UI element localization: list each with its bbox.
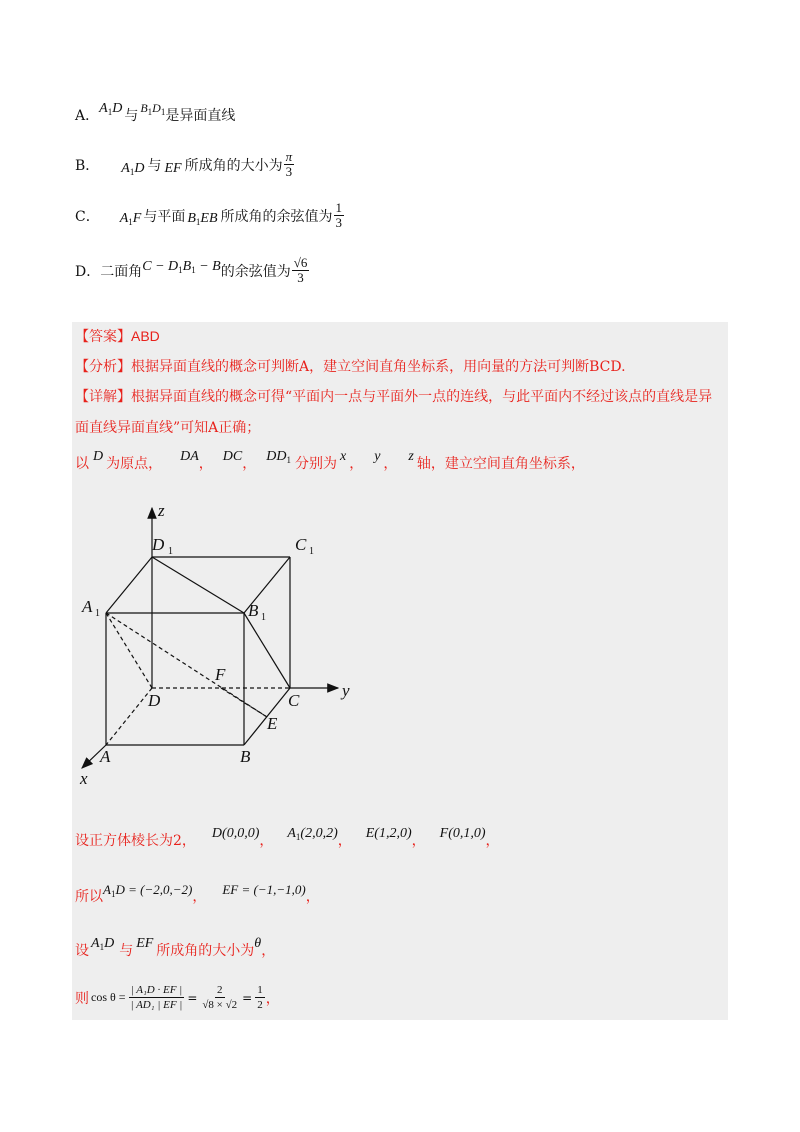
step-4-text: 则 [75, 990, 89, 1007]
comma: ， [259, 833, 274, 849]
comma: ， [198, 456, 213, 472]
point-a1: $A_1(2,0,2)$ [287, 826, 338, 842]
fraction-sqrt6-3: $\frac{√6}{3}$ [293, 255, 308, 285]
label-e: E [267, 714, 278, 733]
detail-line-3 [75, 449, 585, 473]
math-dihedral: $C - D_1B_1 - B$ [142, 258, 221, 275]
math-da: DA [180, 449, 199, 464]
answer-line [75, 326, 160, 346]
detail-line-2 [75, 417, 260, 437]
comma: ， [349, 456, 364, 472]
analysis-line [75, 356, 626, 376]
comma: ， [411, 833, 426, 849]
comma: ， [383, 456, 398, 472]
step-2-text: 所以 [75, 889, 103, 905]
option-d-text2: 的余弦值为 [220, 263, 291, 280]
math-theta: θ [254, 936, 262, 951]
segment-d1b1 [152, 557, 244, 613]
fraction-2-root: $\frac{2}{√8 \times √2}$ [202, 984, 238, 1011]
vector-ef: EF = (−1,−1,0) [222, 882, 306, 897]
math-y: y [374, 449, 381, 464]
option-d-label: D． [75, 263, 101, 280]
step-2 [75, 881, 320, 906]
comma: ， [305, 889, 320, 905]
detail-text-3b: 为原点， [106, 456, 163, 472]
math-dd1: $DD_1$ [266, 449, 291, 465]
comma: ， [261, 943, 276, 959]
option-d [75, 256, 310, 285]
svg-text:1: 1 [309, 546, 314, 557]
label-x: x [80, 769, 88, 788]
svg-text:1: 1 [95, 608, 100, 619]
step-4: 则 cos θ = $\frac{\text{| A₁D · EF |}}{\text{| AD₁ | EF |}}$ = $\frac{2}{√8 \times √2}$ = $\frac{1}{2}$ ， [75, 984, 280, 1011]
svg-text:1: 1 [261, 612, 266, 623]
label-f: F [215, 665, 226, 684]
math-a1d: $A_1D$ [91, 936, 115, 952]
comma: ， [242, 456, 257, 472]
math-ef: EF [136, 936, 154, 951]
segment-a1e [106, 613, 267, 717]
math-a1d: $A_1D$ [99, 101, 123, 117]
math-a1f: $A_1F$ [119, 210, 142, 227]
analysis-text: 根据异面直线的概念可判断A，建立空间直角坐标系，用向量的方法可判断BCD. [131, 359, 626, 375]
label-d1: D [152, 535, 165, 554]
segment-b1c [244, 613, 290, 688]
math-z: z [408, 449, 414, 464]
segment-a1d [106, 613, 152, 688]
fraction-1-2: $\frac{1}{2}$ [257, 984, 263, 1011]
math-x: x [339, 449, 347, 464]
option-c [75, 201, 345, 230]
detail-tag: 【详解】 [75, 389, 131, 405]
answer-tag: 【答案】 [75, 329, 131, 345]
option-b-label: B． [75, 157, 100, 174]
label-y: y [342, 681, 350, 700]
step-3-text-c: 所成角的大小为 [156, 943, 255, 959]
option-c-text1: 与平面 [143, 208, 186, 225]
svg-text:1: 1 [168, 546, 173, 557]
detail-text-1: 根据异面直线的概念可得“平面内一点与平面外一点的连线，与此平面内不经过该点的直线是异 [131, 389, 713, 405]
comma: ， [265, 990, 280, 1007]
step-3 [75, 936, 276, 960]
math-b1eb: $B_1EB$ [187, 210, 218, 227]
vector-a1d: $A_1D = (-2,0,-2)$ [103, 881, 193, 899]
label-b1: B [248, 601, 259, 620]
option-b [75, 150, 295, 179]
option-d-text1: 二面角 [100, 263, 143, 280]
step-3-text-b: 与 [119, 943, 134, 959]
math-a1d: $A_1D$ [121, 160, 145, 177]
option-a-text1: 与 [124, 108, 139, 124]
comma: ， [192, 889, 207, 905]
option-a [75, 101, 236, 125]
cube-diagram [70, 500, 370, 790]
step-3-text-a: 设 [75, 943, 89, 959]
detail-text-2: 面直线异面直线”可知A正确； [75, 420, 261, 436]
fraction-pi-3: $\frac{\pi}{3}$ [285, 149, 293, 179]
step-1-text: 设正方体棱长为2， [75, 833, 196, 849]
option-a-label: A． [75, 108, 100, 124]
label-c: C [288, 691, 300, 710]
label-a1: A [82, 597, 93, 616]
detail-text-3c: 分别为 [294, 456, 337, 472]
label-c1: C [295, 535, 307, 554]
point-e: E(1,2,0) [365, 826, 412, 841]
option-c-label: C． [75, 208, 100, 225]
comma: ， [485, 833, 500, 849]
edge-d1a1 [106, 557, 152, 613]
analysis-tag: 【分析】 [75, 359, 131, 375]
option-a-text2: 是异面直线 [165, 108, 236, 124]
math-d: D [93, 449, 104, 464]
step-1 [75, 826, 500, 850]
label-d: D [148, 691, 161, 710]
math-dc: DC [222, 449, 243, 464]
detail-text-3d: 轴，建立空间直角坐标系， [416, 456, 585, 472]
fraction-dot-product: $\frac{\text{| A₁D · EF |}}{\text{| AD₁ | EF |}}$ [130, 984, 183, 1011]
option-c-text2: 所成角的余弦值为 [220, 208, 333, 225]
point-f: F(0,1,0) [439, 826, 486, 841]
cos-theta: cos θ = [91, 990, 126, 1004]
math-ef: EF [164, 160, 182, 176]
x-axis-dashed [106, 688, 152, 745]
label-b: B [240, 747, 251, 766]
label-a: A [100, 747, 111, 766]
label-z: z [158, 501, 165, 520]
fraction-1-3: $\frac{1}{3}$ [335, 200, 343, 230]
detail-text-3a: 以 [75, 456, 89, 472]
answer-value: ABD [131, 328, 160, 344]
math-b1d1: $B_1D_1$ [140, 101, 166, 117]
option-b-text1: 与 [147, 157, 162, 174]
option-b-text2: 所成角的大小为 [184, 157, 283, 174]
point-d: D(0,0,0) [211, 826, 260, 841]
detail-line-1 [75, 386, 712, 406]
comma: ， [337, 833, 352, 849]
